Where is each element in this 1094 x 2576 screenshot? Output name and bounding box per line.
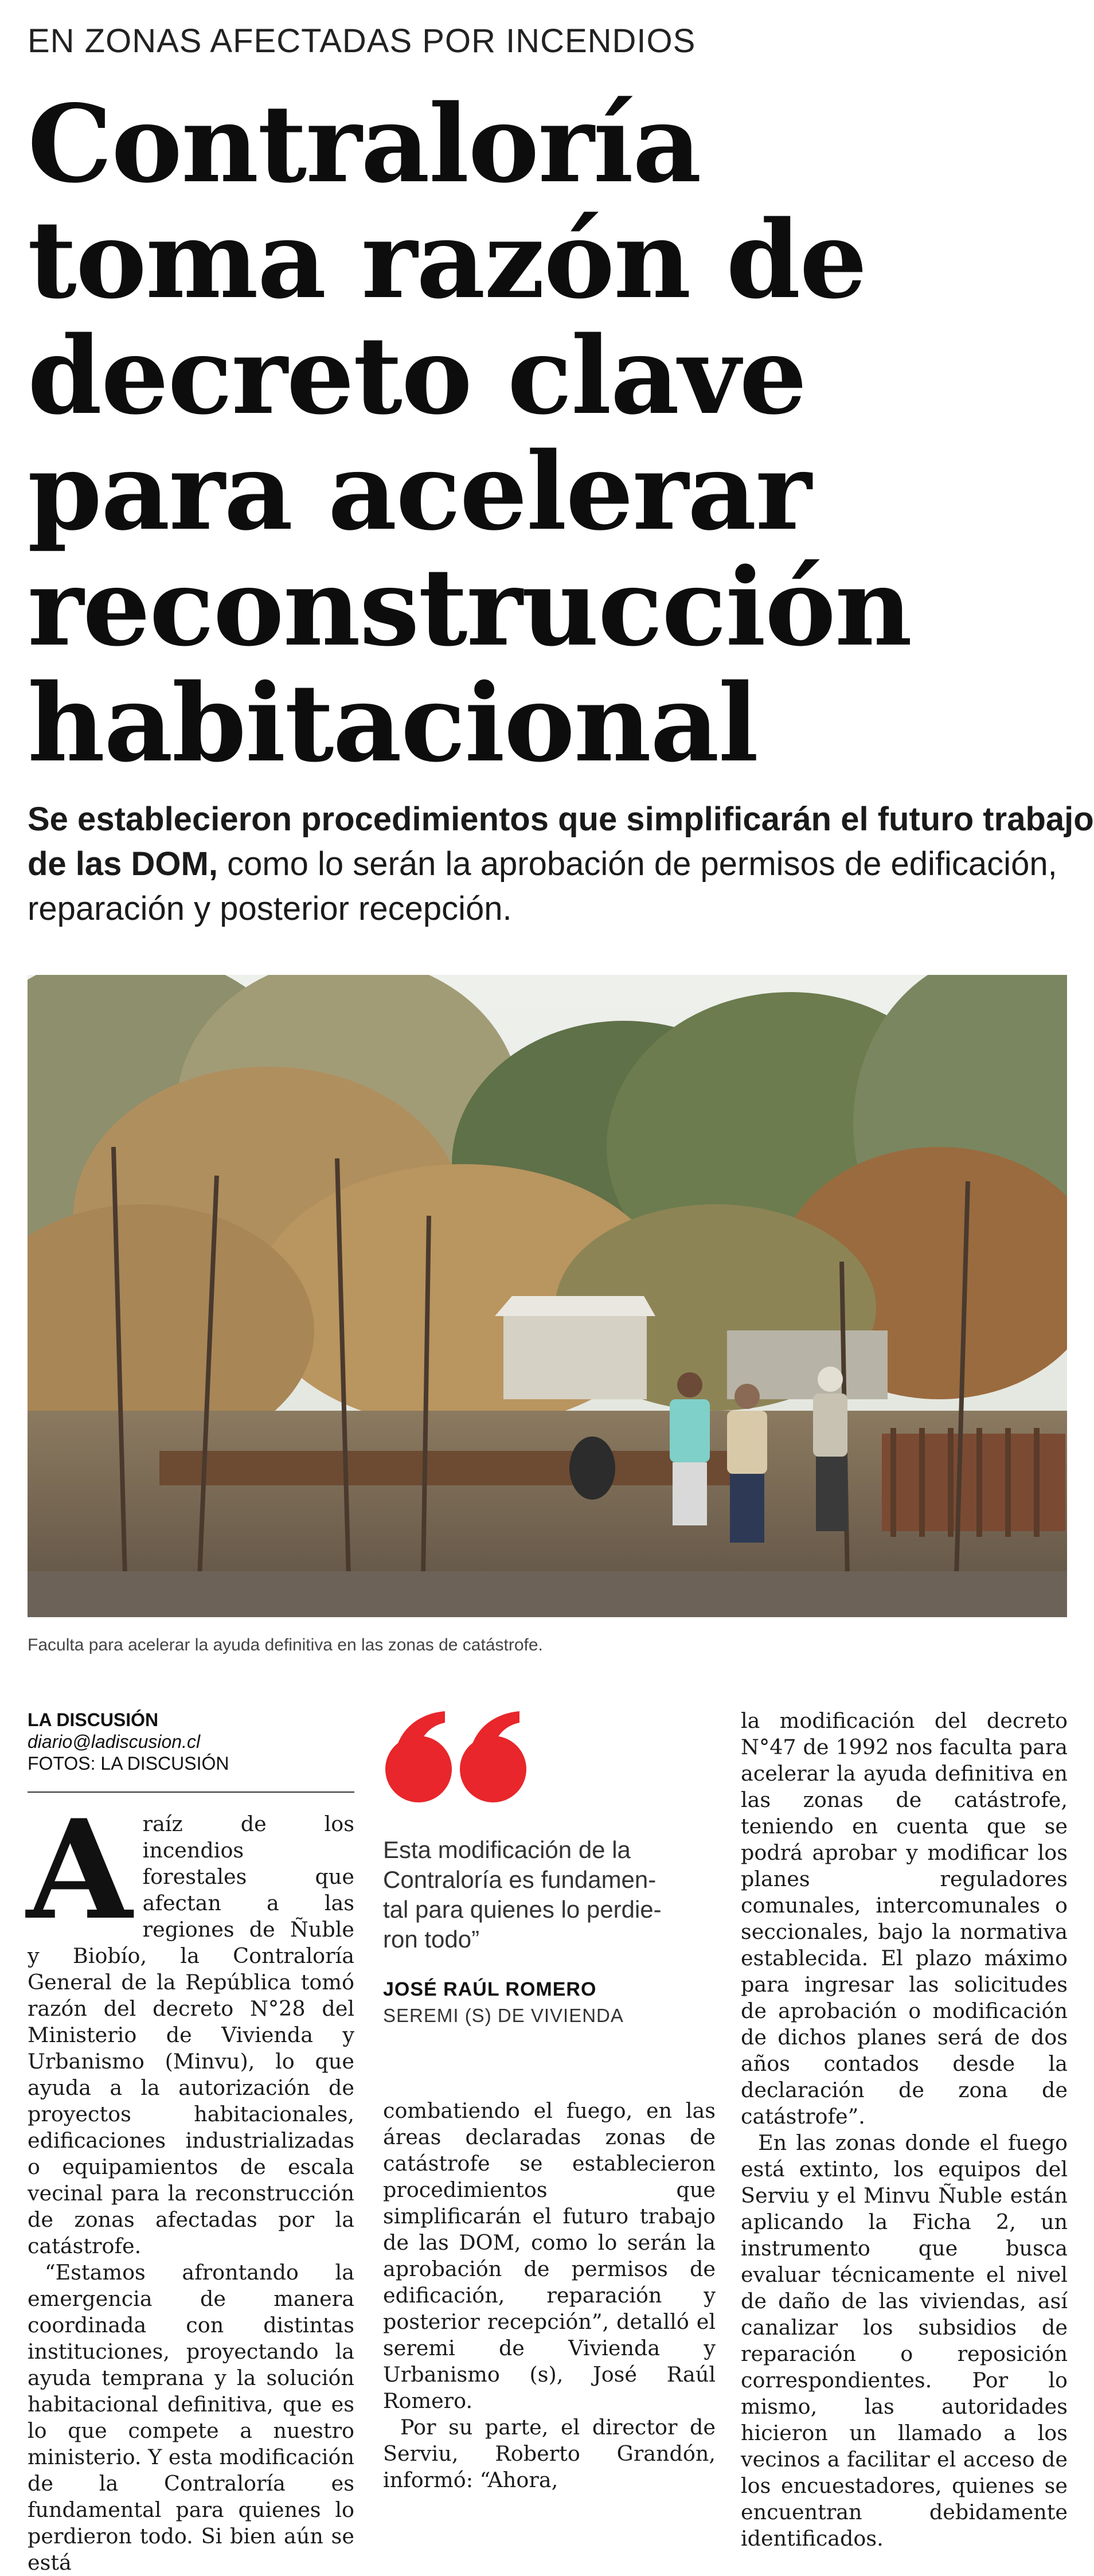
deck-bold: Se establecieron procedimientos que simplificarán el futuro trabajo (28, 801, 1094, 838)
headline-line: para acelerar (28, 428, 811, 554)
article-column-1 (26, 1790, 354, 2576)
byline-email: diario@ladiscusion.cl (28, 1731, 201, 1752)
article-paragraph: “Estamos afrontando la emergencia de manera coordinada con distintas instituciones, proyectando la ayuda temprana y la solución habitacional definitiva, que es lo que compete a nuestro ministerio. Y esta modificación de la Contraloría es fundamental para quienes lo perdieron todo. Si bien aún se está (28, 2260, 354, 2575)
deck-text: como lo serán la aprobación de permisos de edificación, (217, 845, 1057, 883)
paragraph-text: raíz de los incendios forestales que afectan a las regiones de Ñuble y Biobío, la Contraloría General de la República tomó razón del decreto N°28 del Ministerio de Vivienda y Urbanismo (Minvu), lo que ayuda a la autorización de proyectos habitacionales, edificaciones industrializadas o equipamientos de escala vecinal para la reconstrucción de zonas afectadas por la catástrofe. (28, 1812, 354, 2258)
section-kicker: EN ZONAS AFECTADAS POR INCENDIOS (28, 22, 696, 60)
quote-author: JOSÉ RAÚL ROMERO (383, 1978, 597, 2000)
byline-org: LA DISCUSIÓN (28, 1709, 159, 1730)
headline-line: decreto clave (28, 313, 806, 438)
pull-quote-line: ron todo” (383, 1926, 480, 1953)
quote-marks-icon (383, 1709, 538, 1809)
deck-bold: de las DOM, (28, 845, 218, 883)
article-paragraph: En las zonas donde el fuego está extinto, los equipos del Serviu y el Minvu Ñuble están aplicando la Ficha 2, un instrumento que busca evaluar técnicamente el nivel de daño de las viviendas, así canalizar los subsidios de reparación o reposición correspondientes. Por lo mismo, las autoridades hicieron un llamado a los vecinos a facilitar el acceso de los encuestadores, quienes se encuentran debidamente identificados. (741, 2130, 1068, 2551)
burned-forest-scene (28, 975, 1067, 1617)
headline-line: Contraloría (28, 81, 701, 206)
deck-line (28, 797, 1094, 842)
article-column-3 (741, 1708, 1068, 2552)
headline (28, 81, 1071, 786)
deck-summary (28, 797, 1094, 931)
article-paragraph: combatiendo el fuego, en las áreas declaradas zonas de catástrofe se establecieron procedimientos que simplificarán el futuro trabajo de las DOM, como lo serán la aprobación de permisos de edificación, reparación y posterior recepción”, detalló el seremi de Vivienda y Urbanismo (s), José Raúl Romero. (383, 2098, 716, 2413)
pull-quote-line: tal para quienes lo perdie- (383, 1896, 662, 1923)
quote-role: SEREMI (S) DE VIVIENDA (383, 2005, 624, 2026)
pull-quote (383, 1835, 716, 1954)
pull-quote-line: Esta modificación de la (383, 1836, 631, 1863)
byline (28, 1709, 354, 1793)
headline-line: toma razón de (28, 197, 866, 322)
news-photo (28, 975, 1067, 1617)
photo-caption: Faculta para acelerar la ayuda definitiva en las zonas de catástrofe. (28, 1636, 543, 1654)
article-paragraph (26, 1790, 354, 2259)
deck-line (28, 842, 1071, 887)
headline-line: reconstrucción (28, 544, 912, 670)
article-column-2 (383, 2098, 716, 2493)
byline-photos: FOTOS: LA DISCUSIÓN (28, 1753, 229, 1774)
article-paragraph: la modificación del decreto N°47 de 1992 nos faculta para acelerar la ayuda definitiva en las zonas de catástrofe, teniendo en cuenta que se podrá aprobar y modificar los planes reguladores comunales, intercomunales o seccionales, bajo la normativa establecida. El plazo máximo para ingresar las solicitudes de aprobación o modificación de dichos planes será de dos años contados desde la declaración de zona de catástrofe”. (741, 1708, 1068, 2129)
deck-text: reparación y posterior recepción. (28, 890, 512, 927)
article-paragraph: Por su parte, el director de Serviu, Roberto Grandón, informó: “Ahora, (383, 2415, 716, 2492)
pull-quote-line: Contraloría es fundamen- (383, 1866, 657, 1893)
headline-line: habitacional (28, 660, 758, 786)
drop-cap: A (26, 1790, 132, 1950)
